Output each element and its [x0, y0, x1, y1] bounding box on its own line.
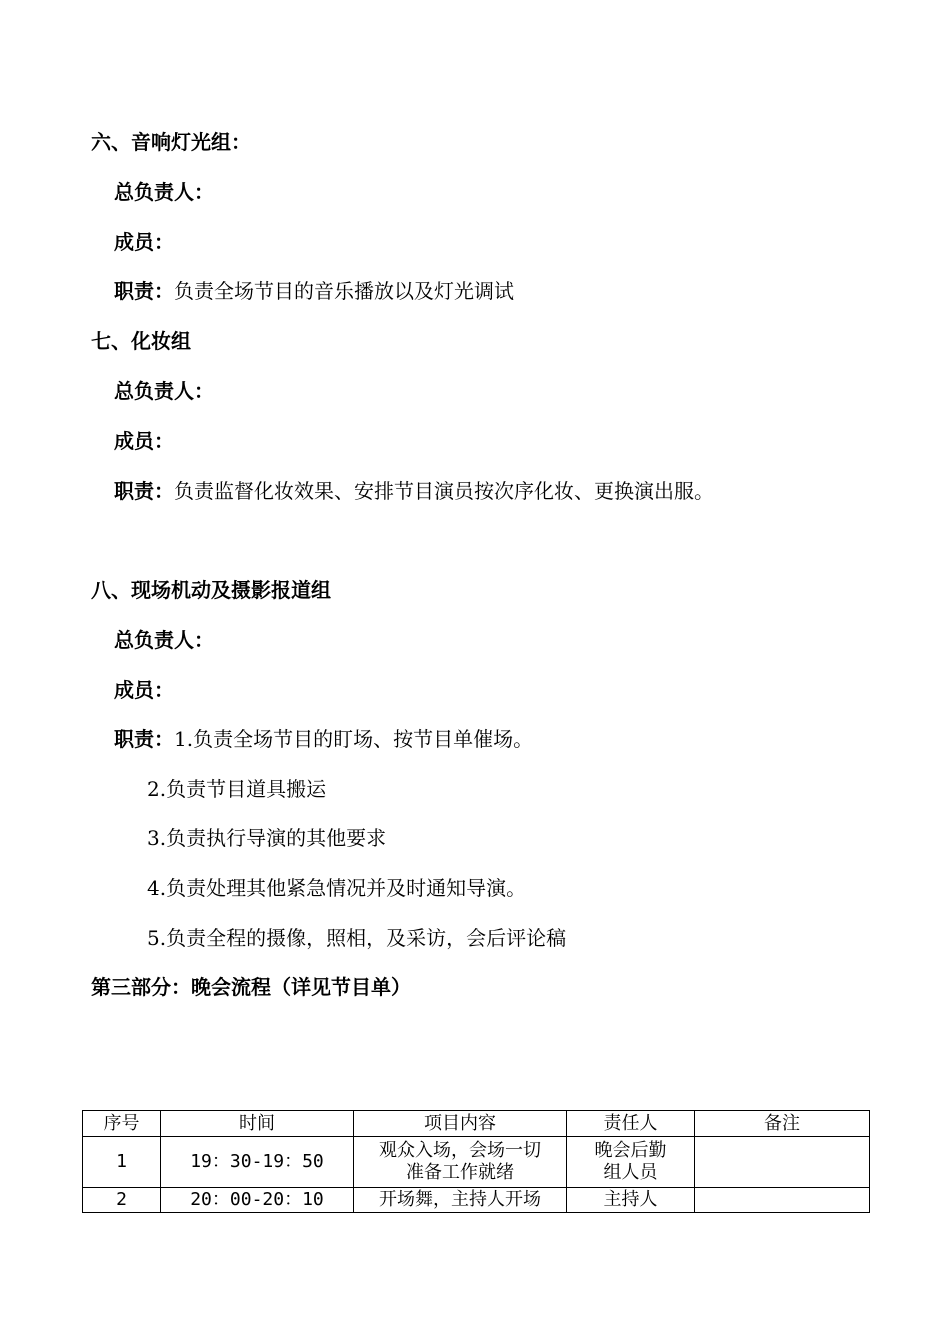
row-time: 20：00-20：10: [161, 1188, 354, 1213]
row-content: [354, 1188, 567, 1213]
row-owner-line: 组人员: [603, 1162, 658, 1183]
row-note: [695, 1188, 870, 1213]
table-row: [83, 1137, 870, 1188]
section-6-title: 六、音响灯光组：: [91, 130, 251, 154]
section-7-duty-text: 负责监督化妆效果、安排节目演员按次序化妆、更换演出服。: [174, 479, 714, 503]
row-owner: [567, 1137, 695, 1188]
section-6-lead-label: 总负责人：: [114, 180, 214, 204]
section-8-lead-label: 总负责人：: [114, 628, 214, 652]
section-8-duty-5: 5.负责全程的摄像，照相，及采访，会后评论稿: [147, 926, 567, 950]
header-note: 备注: [695, 1111, 870, 1137]
section-8-members-label: 成员：: [114, 678, 174, 702]
section-6-members-label: 成员：: [114, 230, 174, 254]
section-7-title: 七、化妆组: [91, 329, 191, 353]
header-owner: 责任人: [567, 1111, 695, 1137]
row-owner-line: 主持人: [603, 1189, 658, 1210]
row-owner-line: 晚会后勤: [594, 1140, 667, 1161]
section-6-duty-text: 负责全场节目的音乐播放以及灯光调试: [174, 279, 514, 303]
section-8-title: 八、现场机动及摄影报道组: [91, 578, 331, 602]
header-no: 序号: [83, 1111, 161, 1137]
row-content-line: 开场舞，主持人开场: [379, 1189, 541, 1210]
row-owner: [567, 1188, 695, 1213]
header-content: 项目内容: [354, 1111, 567, 1137]
row-content: [354, 1137, 567, 1188]
section-7-lead-label: 总负责人：: [114, 379, 214, 403]
section-7-duty: [114, 478, 714, 504]
row-no: 2: [83, 1188, 161, 1213]
table-row: [83, 1188, 870, 1213]
section-6-duty: [114, 278, 514, 304]
section-8-duty-label: 职责：: [114, 727, 174, 751]
section-8-duty-2: 2.负责节目道具搬运: [147, 777, 327, 801]
row-note: [695, 1137, 870, 1188]
section-7-duty-label: 职责：: [114, 479, 174, 503]
section-8-duty-4: 4.负责处理其他紧急情况并及时通知导演。: [147, 876, 527, 900]
row-time: 19：30-19：50: [161, 1137, 354, 1188]
row-content-line: 观众入场，会场一切: [379, 1140, 541, 1161]
row-content-line: 准备工作就绪: [406, 1162, 514, 1183]
section-7-members-label: 成员：: [114, 429, 174, 453]
program-table: [82, 1110, 870, 1213]
section-6-duty-label: 职责：: [114, 279, 174, 303]
header-time: 时间: [161, 1111, 354, 1137]
section-8-duty-3: 3.负责执行导演的其他要求: [147, 826, 387, 850]
part-3-title: 第三部分：晚会流程（详见节目单）: [91, 975, 411, 999]
table-header-row: [83, 1111, 870, 1137]
section-8-duty-1: 1.负责全场节目的盯场、按节目单催场。: [174, 727, 534, 751]
row-no: 1: [83, 1137, 161, 1188]
section-8-duty: [114, 726, 533, 752]
